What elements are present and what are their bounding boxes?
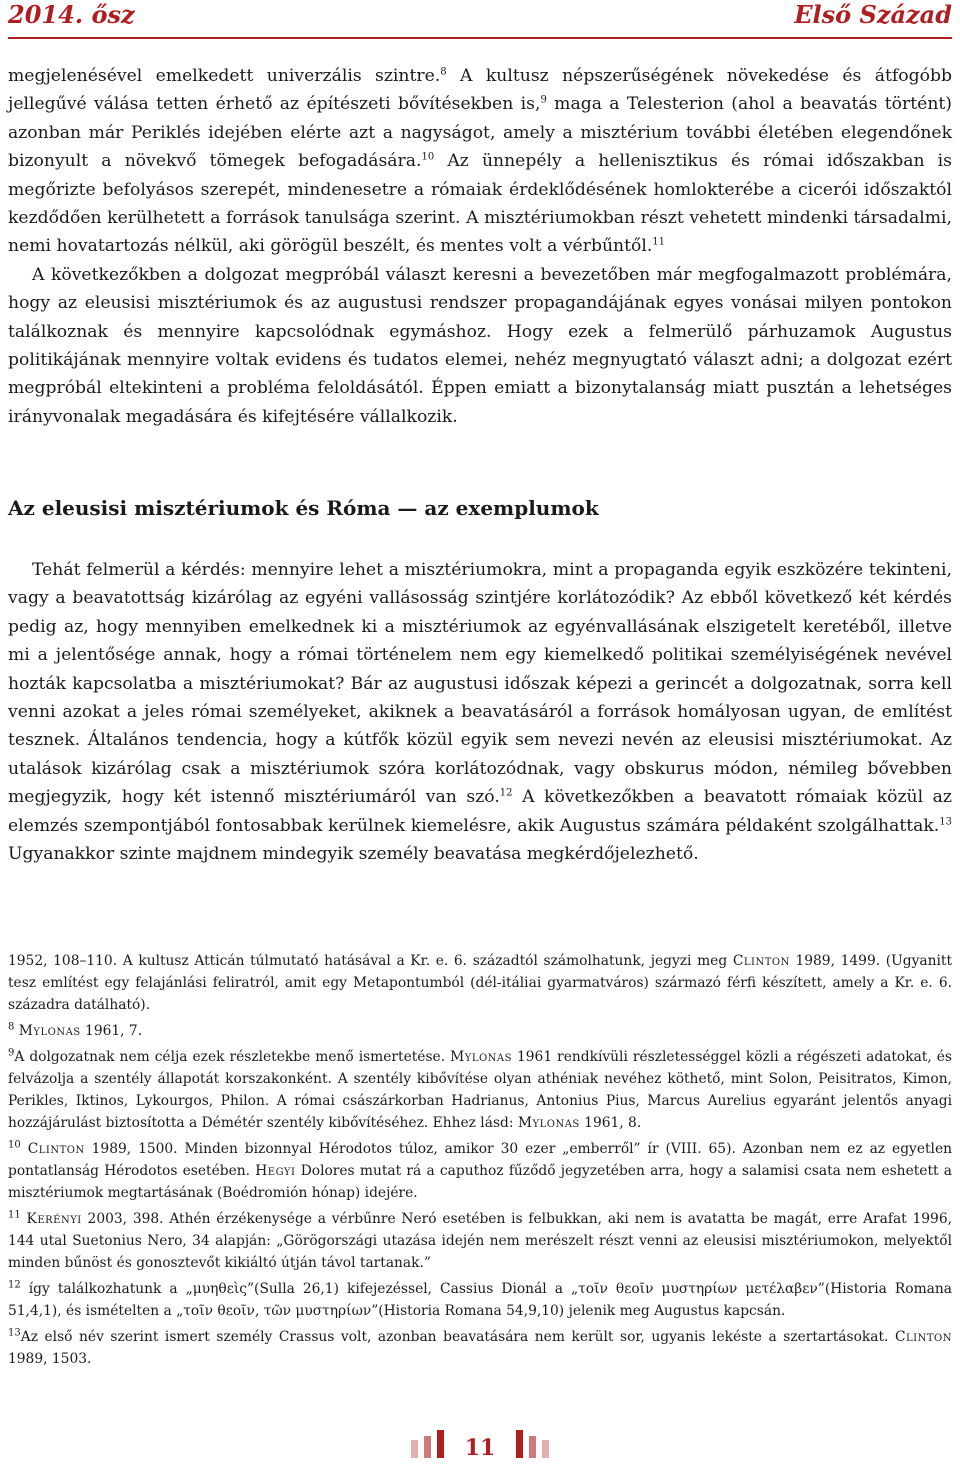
- paragraph-3: Tehát felmerül a kérdés: mennyire lehet a misztériumokra, mint a propaganda egyik eszközére tekinteni, vagy a beavatottság kizárólag az egyéni vallásosság szintjére korlátozódik? Az ebből következő két kérdés pedig az, hogy mennyiben emelkednek ki a misztériumok az egyénvallásának elszigetelt keretéből, illetve mi a jelentősége annak, hogy a római történelem nem egy kiemelkedő politikai személyiségének nevével hozták kapcsolatba a misztériumokat? Bár az augustusi időszak képezi a gerincét a dolgozatnak, sorra kell venni azokat a jeles római személyeket, akiknek a beavatásáról a források homályosan ugyan, de említést tesznek. Általános tendencia, hogy a kútfők közül egyik sem nevezi nevén az eleusisi misztériumokat. Az utalások kizárólag csak a misztériumok szóra korlátozódnak, vagy obskurus módon, némileg bővebben megjegyzik, hogy két istennő misztériumáról van szó.$^{12}$ A következőkben a beavatott rómaiak közül az elemzés szempontjából fontosabbak kerülnek kiemelésre, akik Augustus számára példaként szolgálhattak.$^{13}$ Ugyanakkor szinte majdnem mindegyik személy beavatása megkérdőjelezhető.: [8, 560, 952, 865]
- footnote-ref-10[interactable]: 10: [421, 151, 435, 163]
- body-text-top: [8, 62, 952, 431]
- section-title: Az eleusisi misztériumok és Róma — az exemplumok: [8, 496, 599, 520]
- ornament-bar: [516, 1430, 523, 1458]
- footnote-ref-13[interactable]: 13: [939, 815, 952, 827]
- footnote-ref-12[interactable]: 12: [499, 787, 513, 799]
- footnotes: [8, 950, 952, 1374]
- page-number: 11: [464, 1435, 496, 1461]
- footnote-7-cont: 1952, 108–110. A kultusz Atticán túlmutató hatásával a Kr. e. 6. századtól számolhatunk, jegyzi meg Clinton 1989, 1499. (Ugyanitt tesz említést egy felajánlási feliratról, amit egy Metapontumból (dél-itáliai gyarmatváros) származó férfi készített, amely a Kr. e. 6. századra datálható).: [8, 953, 952, 1013]
- paragraph-2: A következőkben a dolgozat megpróbál választ keresni a bevezetőben már megfogalmazott problémára, hogy az eleusisi misztériumok és az augustusi rendszer propagandájának egyes vonásai milyen pontokon találkoznak és mennyire kapcsolódnak egymáshoz. Hogy ezek a felmerülő párhuzamok Augustus politikájának mennyire voltak evidens és tudatos elemei, nehéz megnyugtató választ adni; a dolgozat ezért megpróbál eltekinteni a probléma feloldásától. Éppen emiatt a bizonytalanság miatt pusztán a lehetséges irányvonalak megadására és kifejtésére vállalkozik.: [8, 264, 952, 427]
- footnote-ref-9[interactable]: 9: [540, 94, 547, 106]
- ornament-bar: [529, 1436, 536, 1458]
- footnote-9: $^9$A dolgozatnak nem célja ezek részletekbe menő ismertetése. Mylonas 1961 rendkívüli részletességgel közli a régészeti adatokat, és felvázolja a szentély állapotát korszakonként. A szentély kibővítése olyan athéniak nevéhez köthető, mint Solon, Peisitratos, Kimon, Perikles, Iktinos, Lykourgos, Philon. A római császárkorban Hadrianus, Antonius Pius, Marcus Aurelius egyaránt jelentős anyagi hozzájárulást biztosította a Démétér szentély kibővítéséhez. Ehhez lásd: Mylonas 1961, 8.: [8, 1047, 952, 1131]
- ornament-bar: [542, 1440, 549, 1458]
- body-text-bottom: [8, 556, 952, 868]
- footnote-11: $^{11}$ Kerényi 2003, 398. Athén érzékenysége a vérbűnre Neró esetében is felbukkan, aki nem is avatatta be magát, erre Arafat 1996, 144 utal Suetonius Nero, 34 alapján: „Görögországi utazása idején nem merészelt részt venni az eleusisi misztériumokon, melyektől minden bűnöst és gonosztevőt kikiáltó útján távol tartanak.”: [8, 1209, 952, 1271]
- ornament-bar: [424, 1436, 431, 1458]
- footnote-ref-11[interactable]: 11: [652, 236, 666, 248]
- footnote-ref-8[interactable]: 8: [440, 66, 447, 78]
- paragraph-1: megjelenésével emelkedett univerzális szintre.$^8$ A kultusz népszerűségének növekedése és átfogóbb jellegűvé válása tetten érhető az építészeti bővítésekben is,$^9$ maga a Telesterion (ahol a beavatás történt) azonban már Periklés idejében elérte azt a nagyságot, amely a misztérium további életében elegendőnek bizonyult a növekvő tömegek befogadására.$^{10}$ Az ünnepély a hellenisztikus és római időszakban is megőrizte befolyásos szerepét, mindenesetre a rómaiak érdeklődésének homlokterébe a cicerói időszaktól kezdődően kerülhetett a források tanulsága szerint. A misztériumokban részt vehetett mindenki társadalmi, nemi hovatartozás nélkül, aki görögül beszélt, és mentes volt a vérbűntől.$^{11}$: [8, 66, 953, 257]
- header-rule: [8, 37, 952, 39]
- issue-label: 2014. ősz: [8, 0, 135, 29]
- ornament-bar: [411, 1440, 418, 1458]
- footnote-13: $^{13}$Az első név szerint ismert személy Crassus volt, azonban beavatására nem került sor, ugyanis lekéste a szertartásokat. Clinton 1989, 1503.: [8, 1327, 952, 1367]
- footnote-8: $^8$ Mylonas 1961, 7.: [8, 1021, 143, 1039]
- page-header: [8, 0, 952, 34]
- journal-title: Első Század: [794, 0, 952, 29]
- page-number-ornament: [0, 1430, 960, 1464]
- ornament-bar: [437, 1430, 444, 1458]
- footnote-10: $^{10}$ Clinton 1989, 1500. Minden bizonnyal Hérodotos túloz, amikor 30 ezer „emberről” ír (VIII. 65). Azonban nem ez az egyetlen pontatlanság Hérodotos esetében. Hegyi Dolores mutat rá a caputhoz fűződő jegyzetében arra, hogy a salamisi csata nem eshetett a misztériumok megtartásának (Boédromión hónap) idejére.: [8, 1139, 952, 1201]
- footnote-12: $^{12}$ így találkozhatunk a „μυηθεὶς”(Sulla 26,1) kifejezéssel, Cassius Dionál a „τοῖν θεοῖν μυστηρίων μετέλαβεν”(Historia Romana 51,4,1), és ismételten a „τοῖν θεοῖν, τῶν μυστηρίων”(Historia Romana 54,9,10) jelenik meg Augustus kapcsán.: [8, 1279, 952, 1319]
